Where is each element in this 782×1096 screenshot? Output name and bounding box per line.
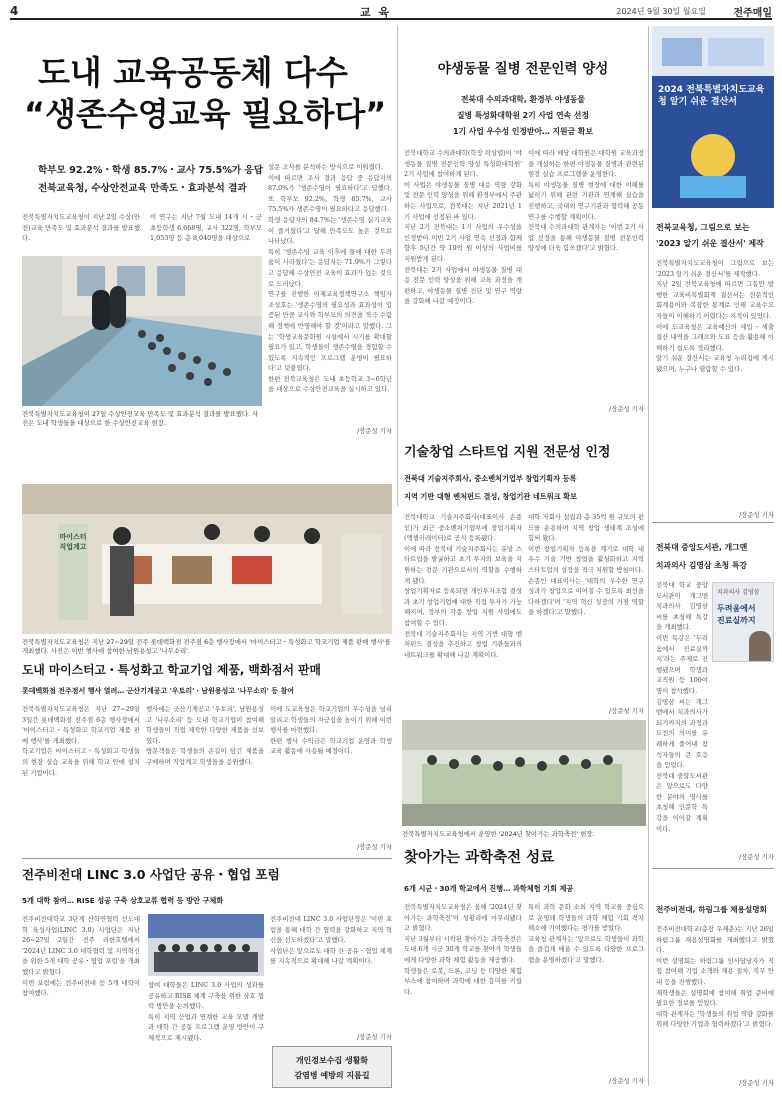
forum-photo <box>148 914 264 976</box>
article6-sub: 5개 대학 참여… RISE 성공 구축 상호교류 협력 등 방안 구체화 <box>22 896 224 905</box>
article6-col3: 전주비전대 LINC 3.0 사업단장은 '이번 포럼을 통해 대학 간 협력을 강화하고 지역 혁신을 선도하겠다'고 말했다. 사업단은 앞으로도 대학 간 공유・협업 체계를 지속적으로 확대해 나갈 계획이다. <box>270 915 392 966</box>
pool-photo-illustration <box>22 256 262 406</box>
article3-sub1: 전북대 기술지주회사, 중소벤처기업부 창업기획자 등록 <box>404 474 577 483</box>
sidebar-bottom-body: 전주비전대학교(총장 우재춘)는 지난 26일 하림그룹 채용설명회를 개최했다고 밝혔다. 이번 설명회는 하림그룹 인사담당자가 직접 참여해 기업 소개와 채용 절차, 직무 안내 등을 진행했다. 재학생들은 설명회에 참여해 취업 준비에 필요한 정보를 얻었다. 대학 관계자는 '학생들의 취업 역량 강화를 위해 다양한 기업과 협력하겠다'고 밝혔다. <box>656 925 774 1029</box>
store-event-illustration <box>22 484 392 634</box>
article6-headline: 전주비전대 LINC 3.0 사업단 공유・협업 포럼 <box>22 867 280 882</box>
article4-sub: 롯데백화점 전주점서 행사 열려… 군산기계공고 '우토리'・남원용성고 '나무소리' 등 참여 <box>22 687 294 695</box>
sidebar-top-headline2: '2023 알기 쉬운 결산서' 제작 <box>656 239 764 248</box>
article6-col1: 전주비전대학교 3단계 산학연협력 선도대학 육성사업(LINC 3.0) 사업단은 지난 26~27일 2일간 전주 라한호텔에서 '2024년 LINC 3.0 대학협력 및 지역혁신을 위한 5개 대학 공유・협업 포럼'을 개최했다고 밝혔다. 이번 포럼에는 전주비전대 등 5개 대학이 참여했다. <box>22 915 140 998</box>
article4-headline: 도내 마이스터고・특성화고 학교기업 제품, 백화점서 판매 <box>22 663 321 677</box>
lead-photo-caption: 전북특별자치도교육청이 27일 수상안전교육 만족도 및 효과분석 결과를 발표했다. 사진은 도내 학생들을 대상으로 한 수상안전교육 현장. <box>22 410 259 427</box>
sidebar-mid-byline: /장준성 기자 <box>738 853 774 861</box>
article3-headline: 기술창업 스타트업 지원 전문성 인정 <box>404 445 611 460</box>
lead-subhead-1: 학부모 92.2%・학생 85.7%・교사 75.5%가 응답 <box>38 165 264 176</box>
sidebar-mid-body-top: 전북대 학교 중앙도서관이 개그맨 치과의사 김영삼 씨를 초청해 특강을 개최했다. 이번 특강은 '두려움에서 진료실까지'라는 주제로 진행됐으며 학생과 교직원 등 100여 명이 참석했다. 김영삼 씨는 개그맨에서 치과의사가 되기까지의 과정과 도전의 의미를 유쾌하게 풀어내 참석자들의 큰 호응을 얻었다. 전북대 중앙도서관은 앞으로도 다양한 분야의 명사를 초청해 인문학 특강을 이어갈 계획이다. <box>656 581 708 833</box>
public-notice-box <box>272 1046 392 1088</box>
sidebar-mid-headline2: 치과의사 김영삼 초청 특강 <box>656 561 747 570</box>
page-number: 4 <box>10 4 19 18</box>
sidebar-bottom-headline: 전주비전대, 하림그룹 채용설명회 <box>656 905 767 914</box>
masthead <box>10 4 772 20</box>
article4-col2: 행사에는 군산기계공고 '우토리', 남원용성고 '나무소리' 등 도내 학교기업이 참여해 학생들이 직접 제작한 다양한 제품을 선보였다. 방문객들은 학생들의 손길이 담긴 제품을 구매하며 직업계고 학생들을 응원했다. <box>146 705 264 766</box>
lecture-poster-speaker: 치과의사 김영삼 <box>717 589 760 596</box>
sidebar-top-photo <box>652 26 774 208</box>
store-event-caption: 전북특별자치도교육청은 지난 27~29일 전주 롯데백화점 전주점 6층 행사장에서 '마이스터고・특성화고 학교기업 제품 판매 행사'를 개최했다. 사진은 이번 행사에 참여한 남원용성고 '나무소리'. <box>22 638 391 655</box>
science-festival-photo <box>402 720 646 826</box>
article6-byline: /장준성 기자 <box>356 1033 392 1041</box>
settlement-booklet-cover <box>652 26 774 208</box>
science-festival-illustration <box>402 720 646 826</box>
lead-headline-line1: 도내 교육공동체 다수 <box>38 53 348 92</box>
article4-byline: /장준성 기자 <box>356 843 392 851</box>
lecture-poster <box>712 582 774 662</box>
article5-headline: 찾아가는 과학축전 성료 <box>404 850 555 866</box>
article5-byline: /장준성 기자 <box>608 1077 644 1085</box>
article2-col2: 이에 따라 해당 대학원은 대학원 교육과정을 개설하는 한편 야생동물 질병과 관련된 현장 실습 프로그램을 운영한다. 특히 야생동물 질병 현장에 대한 이해를 넓히기 위해 관련 기관과 연계해 실습을 진행하고, 국내외 연구기관과 협력해 공동 연구를 수행할 계획이다. 전북대 수의과대학 관계자는 '이번 2기 사업 선정을 통해 야생동물 질병 전문인력 양성에 더욱 힘쓰겠다'고 밝혔다. <box>528 149 644 253</box>
lead-photo <box>22 256 262 406</box>
divider <box>652 868 774 869</box>
article3-col2: 대학 자회사 설립과 총 35억 원 규모의 펀드를 운용하며 지역 창업 생태계 조성에 힘써 왔다. 이번 창업기획자 등록을 계기로 대학 내 우수 기술 기반 창업을 활성화하고 지역 스타트업의 성장을 적극 지원할 방침이다. 손종인 대표이사는 '대학의 우수한 연구 성과가 창업으로 이어질 수 있도록 최선을 다하겠다'며 '지역 혁신 성장의 거점 역할을 하겠다'고 말했다. <box>528 513 644 617</box>
lead-subhead-2: 전북교육청, 수상안전교육 만족도・효과분석 결과 <box>38 183 247 194</box>
article3-byline: /장준성 기자 <box>608 707 644 715</box>
sidebar-bottom-byline: /장준성 기자 <box>738 1079 774 1087</box>
sidebar-top-byline: /장준성 기자 <box>738 511 774 519</box>
article3-col1: 전북대학교 기술지주회사(대표이사 손종인)가 최근 중소벤처기업부에 창업기획자(액셀러레이터)로 공식 등록됐다. 이에 따라 전북대 기술지주회사는 유망 스타트업을 발굴하고 초기 투자와 보육을 지원하는 전문 기관으로서의 역할을 수행하게 됐다. 창업기획자로 등록되면 개인투자조합 결성과 초기 창업기업에 대한 직접 투자가 가능해지며, 정부의 각종 창업 지원 사업에도 참여할 수 있다. 전북대 기술지주회사는 지역 기반 대형 벤처펀드 결성을 추진하고 창업 기관들과의 네트워크를 확대해 나갈 계획이다. <box>404 513 522 659</box>
article2-byline: /장준성 기자 <box>608 405 644 413</box>
sidebar-top-body: 전북특별자치도교육청이 그림으로 보는 '2023 알기 쉬운 결산서'를 제작했다. 지난 2일 전북교육청에 따르면 그동안 발행한 교육비특별회계 결산서는 전문적인 회계용어와 복잡한 통계로 인해 교육수요자들이 이해하기 어렵다는 지적이 있었다. 이에 도교육청은 교육예산의 세입・세출 결산 내역을 그래프와 도표 등을 활용해 이해하기 쉽도록 정리했다. 알기 쉬운 결산서는 교육청 누리집에 게시됐으며, 누구나 열람할 수 있다. <box>656 259 774 373</box>
article2-col1: 전북대학교 수의과대학(학장 곽상렬)이 '야생동물 질병 전문인력 양성 특성화대학원' 2기 사업에 참여하게 된다. 이 사업은 야생동물 질병 대응 역량 강화 및 전문 인력 양성을 위해 환경부에서 주관하는 사업으로, 전북대는 지난 2021년 1기 사업에 선정된 바 있다. 지난 2기 전북대는 1기 사업의 우수성을 인정받아 이번 2기 사업 연속 선정과 함께 향후 5년간 약 19억 원 이상의 사업비를 지원받게 된다. 전북대는 2기 사업에서 야생동물 질병 대응 전문 인력 양성을 위해 교육 과정을 개편하고, 야생동물 질병 진단 및 연구 역량을 강화해 나갈 예정이다. <box>404 149 522 306</box>
article5-col1: 전북특별자치도교육청은 올해 '2024년 찾아가는 과학축전'이 성황리에 마무리됐다고 밝혔다. 지난 3월부터 시작된 찾아가는 과학축전은 도내 6개 시군 30개 학교를 찾아가 학생들에게 다양한 과학 체험 활동을 제공했다. 학생들은 로봇, 드론, 코딩 등 다양한 체험 부스에 참여하며 과학에 대한 흥미를 키웠다. <box>404 903 522 996</box>
lecture-poster-title1: 두려움에서 <box>717 604 756 613</box>
issue-date: 2024년 9월 30일 월요일 <box>616 7 706 16</box>
article4-col1: 전북특별자치도교육청은 지난 27~29일 3일간 롯데백화점 전주점 6층 행사장에서 '마이스터고・특성화고 학교기업 제품 판매 행사'를 개최했다. 학교기업은 마이스터고・특성화고 학생들의 현장 실습 교육을 위해 학교 안에 설치된 기업이다. <box>22 705 140 777</box>
lead-body-col3: 설문 조사를 분석하는 방식으로 이뤄졌다. 이에 따르면 조사 결과 응답 중 응답자의 87.0%가 '생존수영이 필요하다'고 답했다. 또 학부모 92.2%, 학생 85.7%, 교사 75.5%가 생존수영이 필요하다고 응답했다. 학생 응답자의 84.7%는 '생존수영 실기교육이 즐거웠다'고 답해 만족도도 높은 것으로 나타났다. 특히 '생존수영 교육 이후에 물에 대한 두려움이 사라졌다'는 응답자는 71.9%가 그렇다고 응답해 수상안전 교육이 효과가 있는 것으로 드러났다. 연구를 진행한 이재교육정책연구소 책임자 조성호는 '생존수영의 필요성과 효과성이 입증된 만큼 교사와 학부모의 의견을 적극 수렴해 정책에 반영해야 할 것'이라고 말했다. 그는 '학생교육문화원 시설에서 시기를 확대할 필요가 있고, 학생들이 생존수영을 경험할 수 있도록 지속적인 프로그램 운영이 필요하다'고 덧붙였다. 한편 전북교육청은 도내 초등학교 3~6학년을 대상으로 수상안전교육을 실시하고 있다. <box>268 163 392 394</box>
article2-sub3: 1기 사업 우수성 인정받아… 지원금 확보 <box>453 127 593 136</box>
article6-col2: 참여 대학들은 LINC 3.0 사업의 성과를 공유하고 RISE 체계 구축을 위한 상호 협력 방안을 논의했다. 특히 지역 산업과 연계한 교육 모델 개발과 대학 간 공동 프로그램 운영 방안이 구체적으로 제시됐다. <box>148 981 264 1042</box>
lead-byline: /장준성 기자 <box>356 427 392 435</box>
sidebar-top-photo-text: 2024 전북특별자치도교육청 알기 쉬운 결산서 <box>658 85 765 107</box>
article2-headline: 야생동물 질병 전문인력 양성 <box>437 61 609 77</box>
public-notice-line2: 감염병 예방의 지름길 <box>294 1071 370 1080</box>
store-event-sign: 마이스터 직업계고 <box>59 533 87 551</box>
article2-sub2: 질병 특성화대학원 2기 사업 연속 선정 <box>457 111 589 120</box>
column-rule <box>397 26 398 506</box>
section-name: 교 육 <box>360 6 392 19</box>
public-notice-line1: 개인정보수집 생활화 <box>295 1056 369 1065</box>
divider <box>652 522 774 523</box>
article4-col3: 이에 도교육청은 학교기업의 우수성을 널리 알리고 학생들의 자긍심을 높이기 위해 이번 행사를 마련했다. 한편 행사 수익금은 학교기업 운영과 학생 교육 활동에 사용될 예정이다. <box>270 705 392 756</box>
forum-group-illustration <box>148 914 264 976</box>
store-event-photo <box>22 484 392 634</box>
speaker-portrait <box>749 631 771 661</box>
article2-sub1: 전북대 수의과대학, 환경부 야생동물 <box>460 95 586 104</box>
sidebar-top-headline1: 전북교육청, 그림으로 보는 <box>656 223 750 232</box>
paper-name: 전주매일 <box>733 8 772 19</box>
article3-sub2: 지역 기반 대형 벤처펀드 결성, 창업기관 네트워크 확보 <box>404 492 577 501</box>
column-rule <box>648 26 649 1086</box>
article5-col2: 특히 과학 문화 소외 지역 학교를 중심으로 운영돼 학생들의 과학 체험 기회 격차 해소에 기여했다는 평가를 받았다. 교육청 관계자는 '앞으로도 학생들이 과학을 즐겁게 배울 수 있도록 다양한 프로그램을 운영하겠다'고 말했다. <box>528 903 644 964</box>
science-festival-caption: 전북특별자치도교육청에서 운영한 '2024년 찾아가는 과학축전' 현장. <box>402 830 595 838</box>
lead-body-right: 이 연구는 지난 7월 도내 14개 시・군 초등학생 6,668명, 교사 322명, 학부모 1,053명 등 총 8,040명을 대상으로 <box>150 213 265 243</box>
lecture-poster-title2: 진료실까지 <box>717 616 756 625</box>
divider <box>22 858 392 859</box>
lead-body-left: 전북특별자치도교육청이 지난 2일 수상(안전)교육 만족도 및 효과분석 결과를 발표했다. <box>22 213 140 243</box>
lead-headline-line2: “생존수영교육 필요하다” <box>24 95 387 133</box>
sidebar-mid-headline1: 전북대 중앙도서관, 개그맨 <box>656 543 748 552</box>
article5-sub: 6개 시군・30개 학교에서 진행… 과학체험 기회 제공 <box>404 884 574 893</box>
